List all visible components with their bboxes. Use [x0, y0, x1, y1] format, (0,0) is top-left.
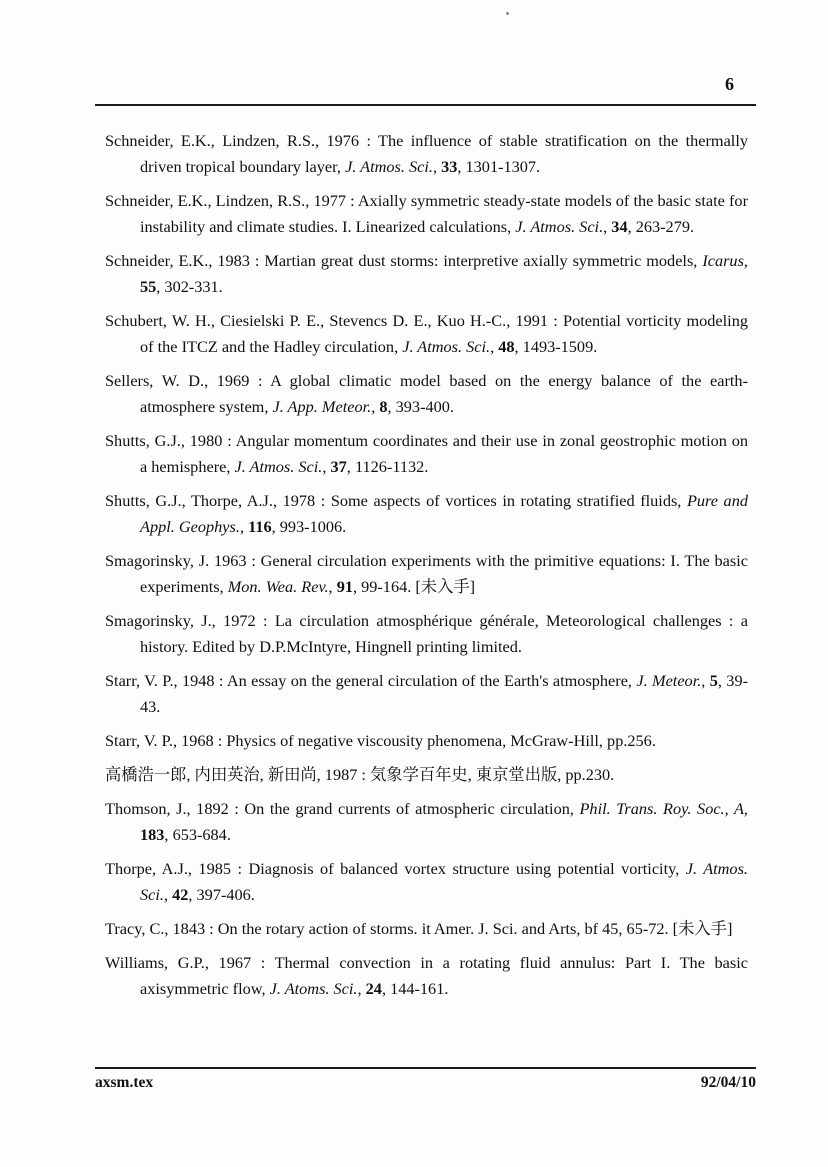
- volume-number: 55: [140, 277, 157, 296]
- volume-number: 183: [140, 825, 165, 844]
- reference-entry: [105, 308, 748, 360]
- reference-text: ,: [322, 457, 331, 476]
- reference-entry: [105, 368, 748, 420]
- reference-text: , 263-279.: [627, 217, 695, 236]
- reference-text: , 1126-1132.: [346, 457, 429, 476]
- reference-text: 高橋浩一郎, 内田英治, 新田尚, 1987 : 気象学百年史, 東京堂出版, pp.230.: [105, 765, 615, 784]
- reference-entry: [105, 762, 748, 788]
- volume-number: 91: [336, 577, 353, 596]
- reference-text: ,: [328, 577, 337, 596]
- page-footer: [95, 1072, 756, 1094]
- reference-text: , 99-164. [未入手]: [352, 577, 476, 596]
- volume-number: 33: [441, 157, 458, 176]
- reference-text: Shutts, G.J., Thorpe, A.J., 1978 : Some aspects of vortices in rotating stratified fluids,: [105, 491, 687, 510]
- journal-name: Mon. Wea. Rev.: [227, 577, 329, 596]
- journal-name: Icarus: [702, 251, 744, 270]
- journal-name: J. Atmos. Sci.: [402, 337, 491, 356]
- reference-entry: [105, 916, 748, 942]
- volume-number: 116: [248, 517, 272, 536]
- reference-entry: [105, 728, 748, 754]
- reference-text: Starr, V. P., 1948 : An essay on the general circulation of the Earth's atmosphere,: [105, 671, 637, 690]
- reference-entry: [105, 608, 748, 660]
- reference-entry: [105, 548, 748, 600]
- journal-name: J. Atmos. Sci.: [234, 457, 323, 476]
- reference-text: Schubert, W. H., Ciesielski P. E., Stevencs D. E., Kuo H.-C., 1991 : Potential vorticity modeling of the ITCZ and the Hadley circulation,: [105, 311, 748, 356]
- footer-date: 92/04/10: [700, 1074, 756, 1091]
- scan-artifact-dot: [506, 12, 509, 15]
- reference-entry: [105, 856, 748, 908]
- journal-name: J. Atmos. Sci.: [140, 859, 748, 904]
- journal-name: Pure and Appl. Geophys.: [140, 491, 748, 536]
- reference-text: Smagorinsky, J. 1963 : General circulation experiments with the primitive equations: I. The basic experiments,: [105, 551, 748, 596]
- reference-text: , 302-331.: [156, 277, 223, 296]
- volume-number: 24: [365, 979, 382, 998]
- journal-name: J. App. Meteor.: [272, 397, 372, 416]
- reference-text: , 39-43.: [140, 671, 749, 716]
- reference-list: [105, 128, 748, 1010]
- reference-entry: [105, 796, 748, 848]
- reference-text: Schneider, E.K., Lindzen, R.S., 1976 : The influence of stable stratification on the thermally driven tropical boundary layer,: [105, 131, 748, 176]
- reference-text: ,: [603, 217, 612, 236]
- reference-text: ,: [701, 671, 710, 690]
- reference-text: , 653-684.: [164, 825, 231, 844]
- reference-entry: [105, 188, 748, 240]
- reference-text: Schneider, E.K., 1983 : Martian great dust storms: interpretive axially symmetric models,: [105, 251, 703, 270]
- reference-text: Tracy, C., 1843 : On the rotary action of storms. it Amer. J. Sci. and Arts, bf 45, 65-72. [未入手]: [105, 919, 733, 938]
- reference-entry: [105, 668, 748, 720]
- volume-number: 5: [709, 671, 718, 690]
- reference-entry: [105, 488, 748, 540]
- reference-text: , 144-161.: [381, 979, 449, 998]
- reference-text: , 397-406.: [188, 885, 255, 904]
- volume-number: 34: [611, 217, 628, 236]
- reference-text: , 1493-1509.: [514, 337, 598, 356]
- reference-text: ,: [239, 517, 249, 536]
- volume-number: 37: [330, 457, 347, 476]
- reference-text: , 393-400.: [387, 397, 454, 416]
- reference-text: Shutts, G.J., 1980 : Angular momentum coordinates and their use in zonal geostrophic motion on a hemisphere,: [105, 431, 748, 476]
- footer-rule: [95, 1067, 756, 1069]
- reference-text: , 993-1006.: [271, 517, 347, 536]
- reference-text: ,: [490, 337, 499, 356]
- reference-entry: [105, 428, 748, 480]
- reference-entry: [105, 128, 748, 180]
- reference-text: Williams, G.P., 1967 : Thermal convection in a rotating fluid annulus: Part I. The basic axisymmetric flow,: [105, 953, 748, 998]
- reference-text: ,: [357, 979, 366, 998]
- volume-number: 8: [379, 397, 388, 416]
- reference-text: Sellers, W. D., 1969 : A global climatic model based on the energy balance of the earth-atmosphere system,: [105, 371, 748, 416]
- reference-entry: [105, 248, 748, 300]
- reference-text: ,: [163, 885, 173, 904]
- reference-text: Thorpe, A.J., 1985 : Diagnosis of balanced vortex structure using potential vorticity,: [105, 859, 686, 878]
- footer-filename: axsm.tex: [95, 1074, 154, 1091]
- reference-text: ,: [743, 251, 748, 270]
- reference-text: Schneider, E.K., Lindzen, R.S., 1977 : Axially symmetric steady-state models of the basic state for instability and climate studies. I. Linearized calculations,: [105, 191, 748, 236]
- reference-text: Smagorinsky, J., 1972 : La circulation atmosphérique générale, Meteorological challenges : a history. Edited by D.P.McIntyre, Hingnell printing limited.: [105, 611, 748, 656]
- reference-text: Thomson, J., 1892 : On the grand currents of atmospheric circulation,: [105, 799, 580, 818]
- journal-name: J. Atmos. Sci.: [515, 217, 604, 236]
- journal-name: J. Meteor.: [636, 671, 702, 690]
- header-rule: [95, 104, 756, 106]
- reference-text: , 1301-1307.: [457, 157, 541, 176]
- reference-text: ,: [743, 799, 748, 818]
- volume-number: 42: [172, 885, 189, 904]
- journal-name: J. Atmos. Sci.: [345, 157, 433, 176]
- reference-text: ,: [371, 397, 380, 416]
- reference-entry: [105, 950, 748, 1002]
- page-number: 6: [725, 74, 734, 94]
- journal-name: Phil. Trans. Roy. Soc., A: [579, 799, 744, 818]
- journal-name: J. Atoms. Sci.: [269, 979, 358, 998]
- reference-text: Starr, V. P., 1968 : Physics of negative viscousity phenomena, McGraw-Hill, pp.256.: [105, 731, 656, 750]
- reference-text: ,: [432, 157, 442, 176]
- volume-number: 48: [498, 337, 515, 356]
